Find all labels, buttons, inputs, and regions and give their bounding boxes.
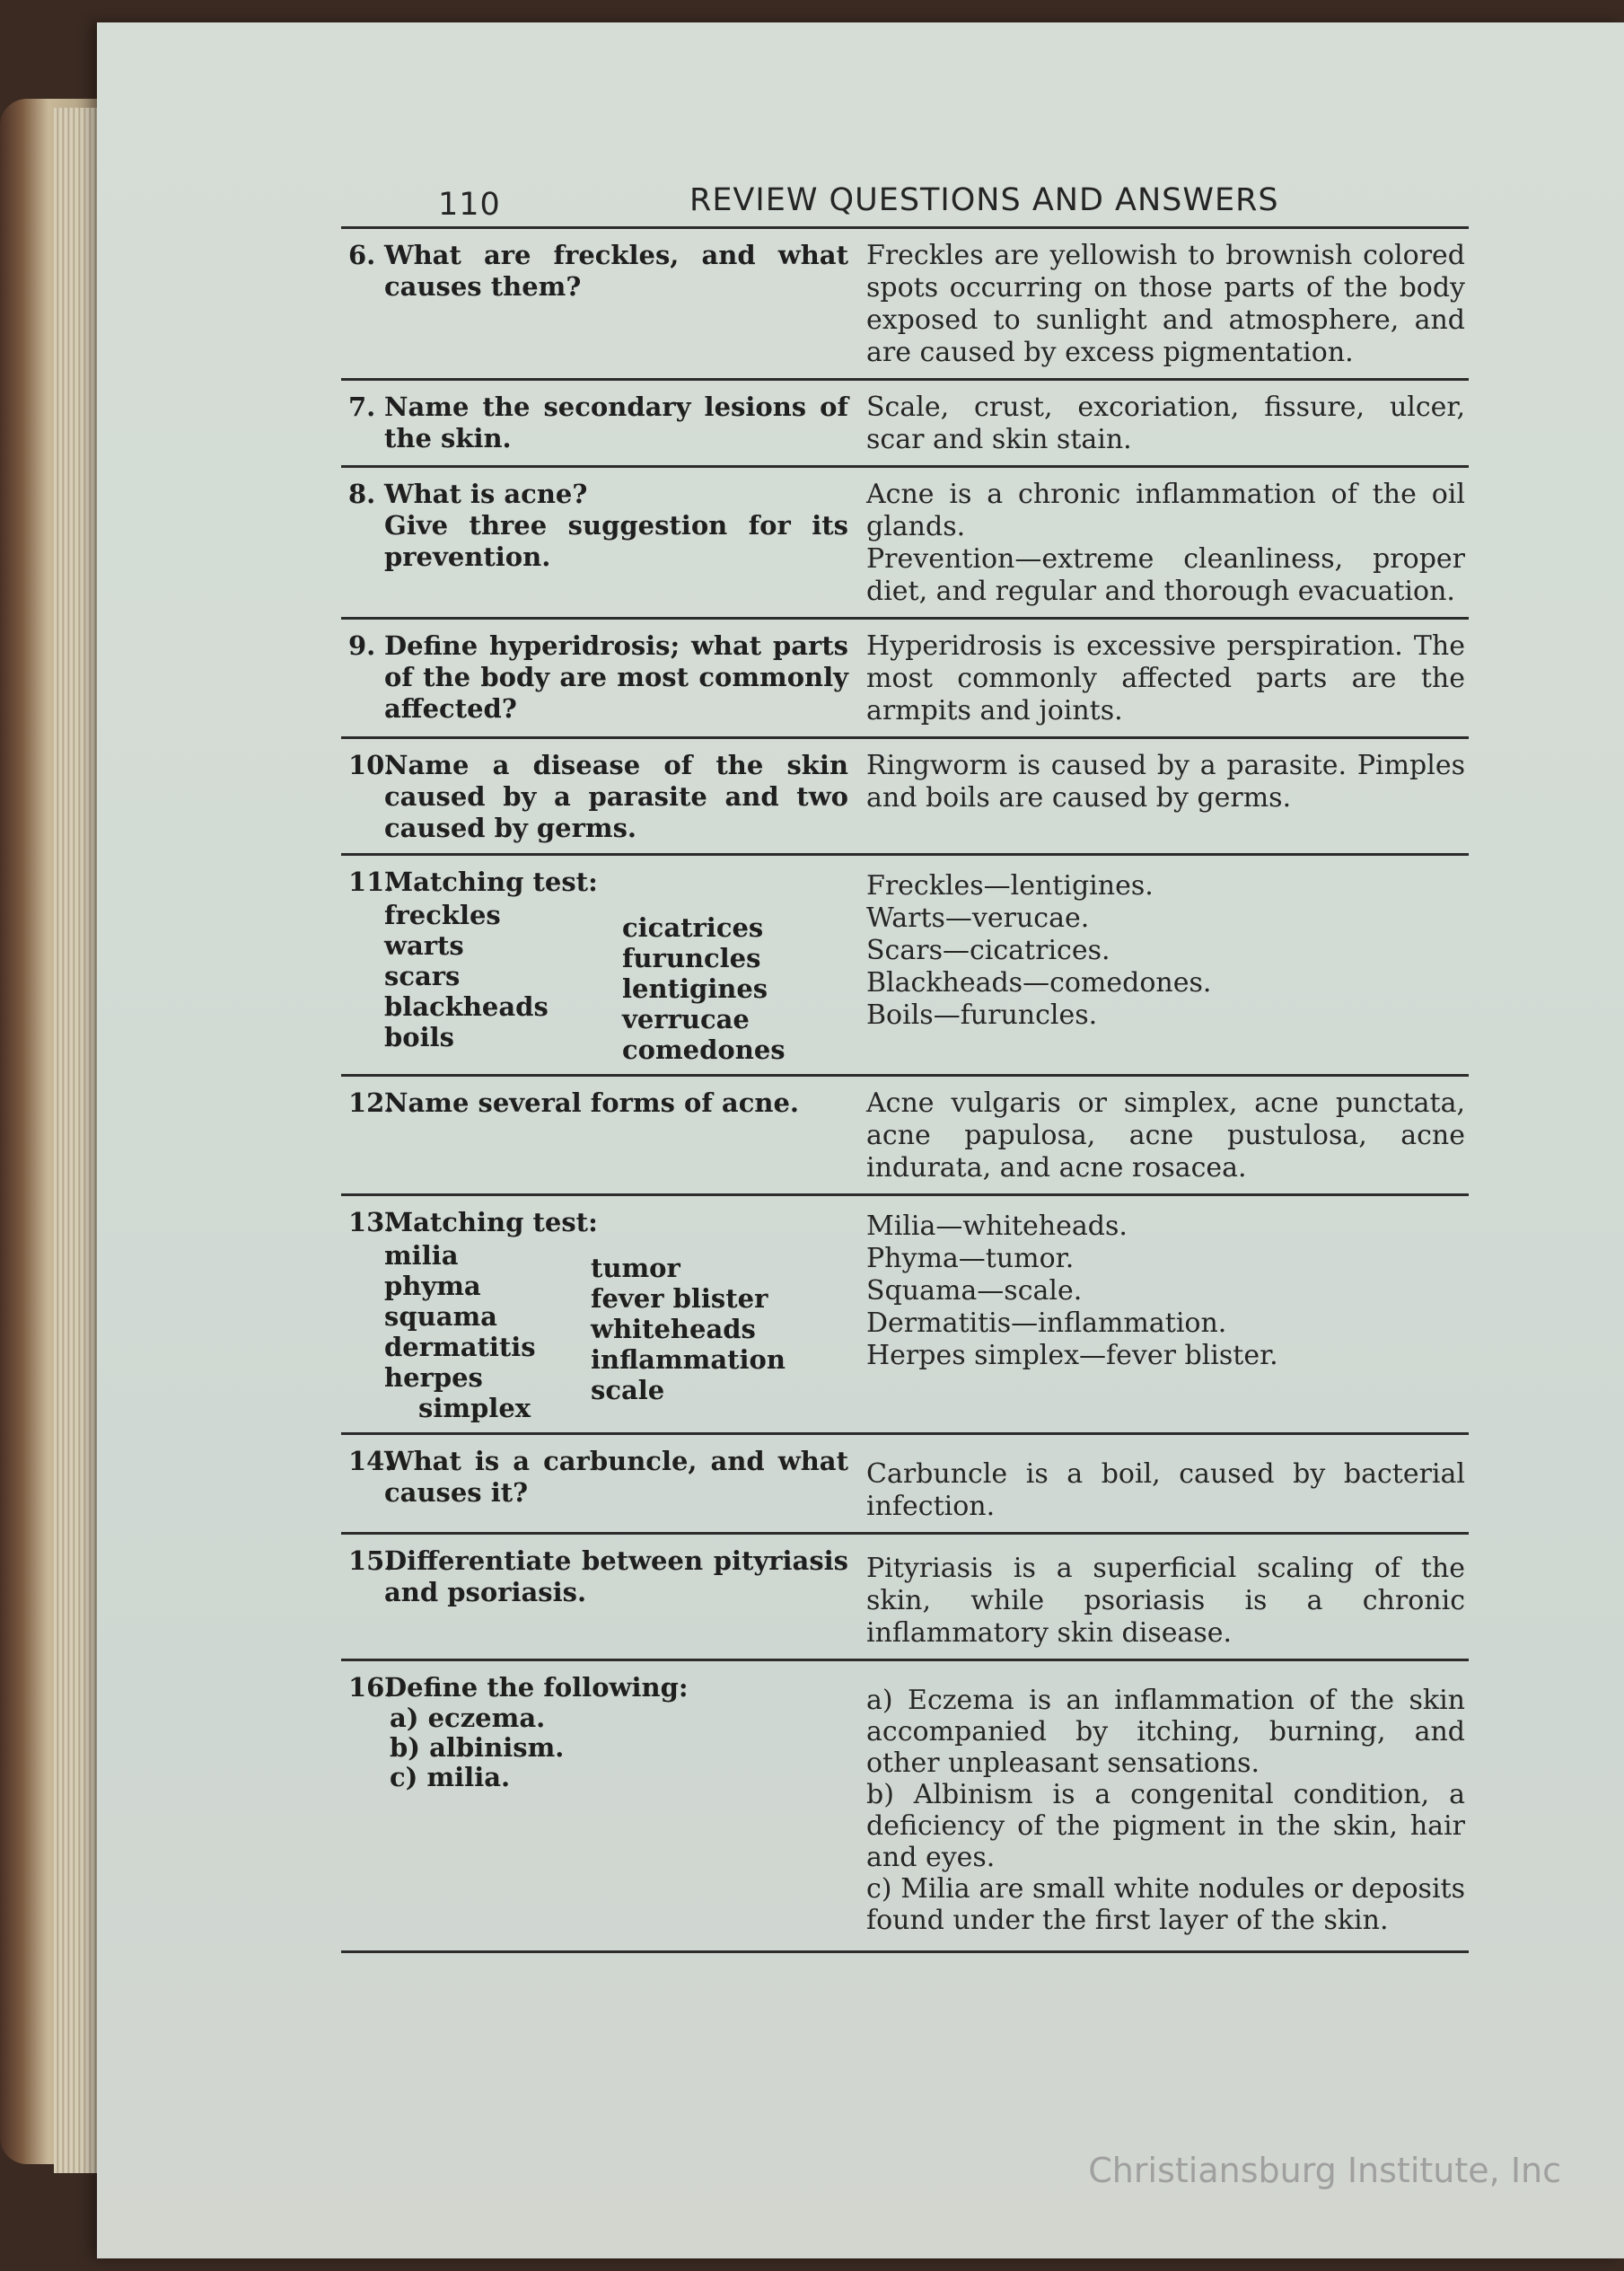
question-heading: Define the following: bbox=[384, 1672, 689, 1703]
matching-term: inflammation bbox=[591, 1344, 786, 1375]
matching-term: comedones bbox=[622, 1034, 786, 1065]
question-text: Define hyperidrosis; what parts of the body are most commonly affected? bbox=[384, 630, 848, 724]
definition-item: a) eczema. bbox=[390, 1703, 546, 1733]
qa-row bbox=[341, 381, 1469, 468]
answer bbox=[857, 479, 1469, 608]
answer-line: Scars—cicatrices. bbox=[866, 935, 1110, 966]
matching-term: fever blister bbox=[591, 1283, 768, 1314]
question-text: Name several forms of acne. bbox=[384, 1087, 799, 1118]
answer-line: Blackheads—comedones. bbox=[866, 967, 1212, 999]
question bbox=[341, 1545, 857, 1650]
answer-line: Prevention—extreme cleanliness, proper diet, and regular and thorough evacuation. bbox=[866, 543, 1465, 607]
answer-line: Acne is a chronic inflammation of the oil glands. bbox=[866, 479, 1465, 542]
question-line: Give three suggestion for its prevention. bbox=[384, 510, 848, 572]
matching-term: herpes bbox=[384, 1362, 483, 1393]
matching-term: simplex bbox=[418, 1393, 531, 1423]
question bbox=[341, 630, 857, 727]
running-title: REVIEW QUESTIONS AND ANSWERS bbox=[689, 182, 1279, 218]
answer-line: Warts—verucae. bbox=[866, 902, 1090, 934]
answer-line: c) Milia are small white nodules or deposits found under the first layer of the skin. bbox=[866, 1873, 1465, 1936]
question-heading: Matching test: bbox=[384, 867, 598, 897]
answer-line: Milia—whiteheads. bbox=[866, 1210, 1128, 1242]
matching-term: warts bbox=[384, 930, 464, 961]
question bbox=[341, 1446, 857, 1523]
question-text: Name a disease of the skin caused by a parasite and two caused by germs. bbox=[384, 750, 848, 843]
question-text: What are freckles, and what causes them? bbox=[384, 240, 848, 302]
answer-line: Herpes simplex—fever blister. bbox=[866, 1340, 1278, 1371]
qa-row bbox=[341, 739, 1469, 856]
answer: Carbuncle is a boil, caused by bacterial infection. bbox=[866, 1458, 1465, 1522]
matching-term: boils bbox=[384, 1022, 454, 1052]
question-number: 9. bbox=[348, 630, 376, 661]
qa-row bbox=[341, 468, 1469, 620]
matching-term: tumor bbox=[591, 1253, 680, 1283]
answer: Freckles are yellowish to brownish colored spots occurring on those parts of the body exposed to sunlight and atmosphere, and are caused by excess pigmentation. bbox=[866, 240, 1465, 368]
question-number: 16. bbox=[348, 1672, 394, 1703]
answer-line: Freckles—lentigines. bbox=[866, 870, 1154, 902]
matching-term: furuncles bbox=[622, 943, 761, 973]
qa-row bbox=[341, 1661, 1469, 1953]
matching-term: whiteheads bbox=[591, 1314, 756, 1344]
question-number: 8. bbox=[348, 479, 376, 509]
definition-list bbox=[384, 1703, 848, 1792]
question bbox=[341, 479, 857, 608]
question-text bbox=[384, 1672, 848, 1936]
matching-term: scars bbox=[384, 961, 461, 991]
matching-term: scale bbox=[591, 1375, 665, 1405]
question-text bbox=[384, 867, 848, 1065]
answer: Hyperidrosis is excessive perspiration. The most commonly affected parts are the armpits and joints. bbox=[866, 630, 1465, 726]
question-number: 7. bbox=[348, 392, 376, 422]
matching-term: blackheads bbox=[384, 991, 549, 1022]
answer-line: b) Albinism is a congenital condition, a deficiency of the pigment in the skin, hair and eyes. bbox=[866, 1779, 1465, 1873]
matching-right-column bbox=[591, 1240, 797, 1423]
question bbox=[341, 1087, 857, 1184]
question-number: 12. bbox=[348, 1087, 394, 1118]
matching-grid bbox=[384, 1240, 848, 1423]
qa-row bbox=[341, 620, 1469, 739]
answer-line: Dermatitis—inflammation. bbox=[866, 1307, 1227, 1339]
question-number: 11. bbox=[348, 867, 394, 897]
answer: Pityriasis is a superficial scaling of the skin, while psoriasis is a chronic inflammatory skin disease. bbox=[866, 1553, 1465, 1649]
answer bbox=[857, 1672, 1469, 1936]
answer bbox=[857, 867, 1469, 1065]
matching-left-column bbox=[384, 900, 622, 1065]
question bbox=[341, 1672, 857, 1936]
answer: Scale, crust, excoriation, fissure, ulcer, scar and skin stain. bbox=[866, 392, 1465, 455]
matching-term: cicatrices bbox=[622, 912, 764, 943]
question bbox=[341, 750, 857, 844]
answer-line: Squama—scale. bbox=[866, 1275, 1083, 1307]
question-number: 13. bbox=[348, 1207, 394, 1237]
matching-term: verrucae bbox=[622, 1004, 750, 1034]
question-text: Name the secondary lesions of the skin. bbox=[384, 392, 848, 453]
answer-line: a) Eczema is an inflammation of the skin accompanied by itching, burning, and other unpleasant sensations. bbox=[866, 1685, 1465, 1779]
matching-grid bbox=[384, 900, 848, 1065]
question bbox=[341, 1207, 857, 1423]
matching-term: freckles bbox=[384, 900, 501, 930]
definition-item: c) milia. bbox=[390, 1762, 511, 1792]
qa-row bbox=[341, 1535, 1469, 1661]
matching-right-column bbox=[622, 900, 829, 1065]
matching-term: phyma bbox=[384, 1271, 481, 1301]
answer bbox=[857, 1207, 1469, 1423]
qa-row bbox=[341, 1077, 1469, 1196]
question-number: 14. bbox=[348, 1446, 394, 1476]
qa-row bbox=[341, 1196, 1469, 1435]
qa-table bbox=[341, 226, 1469, 1953]
watermark: Christiansburg Institute, Inc bbox=[1088, 2151, 1561, 2190]
qa-row bbox=[341, 229, 1469, 381]
answer-line: Boils—furuncles. bbox=[866, 999, 1098, 1031]
matching-term: squama bbox=[384, 1301, 497, 1332]
answer-line: Phyma—tumor. bbox=[866, 1243, 1075, 1274]
definition-item: b) albinism. bbox=[390, 1732, 565, 1763]
question bbox=[341, 392, 857, 456]
question-text bbox=[384, 1207, 848, 1423]
page-number: 110 bbox=[438, 187, 501, 223]
question-heading: Matching test: bbox=[384, 1207, 598, 1237]
question-text: What is a carbuncle, and what causes it? bbox=[384, 1446, 848, 1508]
question-number: 10. bbox=[348, 750, 394, 780]
question bbox=[341, 240, 857, 369]
question-number: 6. bbox=[348, 240, 376, 270]
answer: Ringworm is caused by a parasite. Pimples and boils are caused by germs. bbox=[866, 750, 1465, 814]
qa-row bbox=[341, 1435, 1469, 1535]
answer: Acne vulgaris or simplex, acne punctata, acne papulosa, acne pustulosa, acne indurata, and acne rosacea. bbox=[866, 1087, 1465, 1184]
question-line: What is acne? bbox=[384, 479, 588, 509]
matching-term: dermatitis bbox=[384, 1332, 536, 1362]
qa-row bbox=[341, 856, 1469, 1077]
question bbox=[341, 867, 857, 1065]
matching-term: lentigines bbox=[622, 973, 768, 1004]
question-number: 15. bbox=[348, 1545, 394, 1576]
matching-term: milia bbox=[384, 1240, 459, 1271]
page-header bbox=[438, 180, 1569, 224]
question-text: Differentiate between pityriasis and psoriasis. bbox=[384, 1545, 848, 1607]
question-text bbox=[384, 479, 848, 608]
matching-left-column bbox=[384, 1240, 591, 1423]
